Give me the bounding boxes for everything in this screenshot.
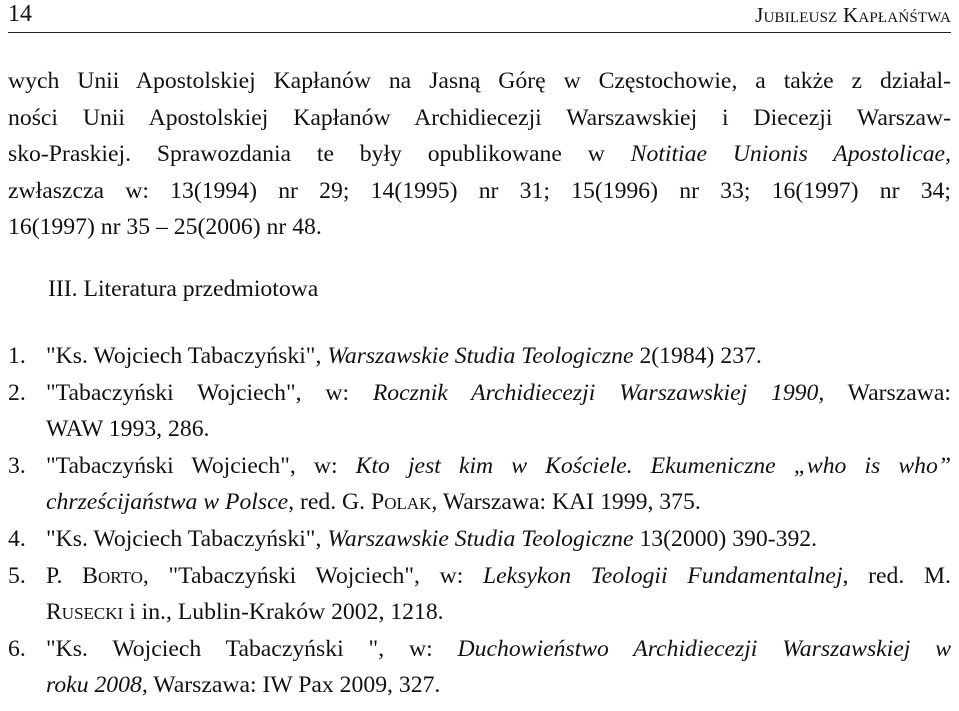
author-name: Borto bbox=[82, 562, 143, 589]
entry-italic: Warszawskie Studia Teologiczne bbox=[327, 343, 634, 369]
paragraph-line-2: ności Unii Apostolskiej Kapłanów Archidiecezji Warszawskiej i Diecezji Warszaw- bbox=[8, 104, 951, 131]
section-heading: III. Literatura przedmiotowa bbox=[48, 276, 319, 302]
entry-text: "Ks. Wojciech Tabaczyński ", w: bbox=[46, 635, 458, 662]
paragraph-line-4: zwłaszcza w: 13(1994) nr 29; 14(1995) nr 31; 15(1996) nr 33; 16(1997) nr 34; bbox=[8, 177, 951, 204]
entry-number: 6. bbox=[8, 635, 26, 662]
header-rule bbox=[8, 32, 951, 33]
entry-text: Warszawa: IW Pax 2009, 327. bbox=[147, 672, 441, 699]
bibliography-list bbox=[8, 338, 951, 704]
running-head: Jubileusz Kapłańśtwa bbox=[755, 3, 951, 27]
entry-text: , "Tabaczyński Wojciech", w: bbox=[142, 562, 483, 589]
page-header bbox=[8, 0, 951, 34]
author-name: Rusecki bbox=[46, 599, 124, 626]
entry-number: 3. bbox=[8, 452, 26, 479]
entry-italic: Duchowieństwo Archidiecezji Warszawskiej w bbox=[457, 635, 952, 662]
entry-italic: Rocznik Archidiecezji Warszawskiej 1990, bbox=[372, 379, 825, 406]
entry-number: 5. bbox=[8, 562, 26, 589]
entry-text: P. bbox=[46, 562, 83, 589]
entry-number: 1. bbox=[8, 343, 26, 369]
paragraph-line-1: wych Unii Apostolskiej Kapłanów na Jasną Górę w Częstochowie, a także z działal- bbox=[8, 68, 951, 94]
body-paragraph bbox=[8, 63, 951, 246]
bibliography-entry bbox=[8, 448, 951, 521]
entry-italic: Kto jest kim w Kościele. Ekumeniczne „who is who” bbox=[355, 452, 952, 479]
entry-text: , red. G. bbox=[288, 489, 372, 516]
journal-title: Notitiae Unionis Apostolicae, bbox=[630, 141, 951, 168]
paragraph-text: sko-Praskiej. Sprawozdania te były opublikowane w bbox=[8, 141, 631, 168]
bibliography-entry bbox=[8, 631, 951, 704]
entry-text: "Tabaczyński Wojciech", w: bbox=[46, 379, 373, 406]
bibliography-entry bbox=[8, 521, 951, 558]
bibliography-entry bbox=[8, 375, 951, 448]
entry-number: 4. bbox=[8, 525, 26, 552]
entry-italic: roku 2008, bbox=[46, 672, 148, 699]
paragraph-line-3 bbox=[8, 136, 951, 173]
entry-italic: Warszawskie Studia Teologiczne bbox=[327, 525, 634, 552]
entry-text: 13(2000) 390-392. bbox=[633, 525, 818, 552]
entry-text: , red. M. bbox=[842, 562, 951, 589]
paragraph-line-5: 16(1997) nr 35 – 25(2006) nr 48. bbox=[8, 214, 322, 241]
author-name: Polak bbox=[371, 489, 432, 516]
entry-text: , Warszawa: KAI 1999, 375. bbox=[431, 489, 701, 516]
entry-italic: Leksykon Teologii Fundamentalnej bbox=[482, 562, 843, 589]
entry-number: 2. bbox=[8, 379, 26, 406]
bibliography-entry bbox=[8, 338, 951, 375]
bibliography-entry bbox=[8, 558, 951, 631]
page-number: 14 bbox=[8, 1, 32, 27]
entry-text: Warszawa: bbox=[824, 379, 951, 406]
entry-text: 2(1984) 237. bbox=[633, 343, 762, 369]
entry-text: "Ks. Wojciech Tabaczyński", bbox=[46, 525, 328, 552]
entry-text: i in., Lublin-Kraków 2002, 1218. bbox=[123, 599, 444, 626]
entry-italic: chrześcijaństwa w Polsce bbox=[46, 489, 289, 516]
entry-text: "Tabaczyński Wojciech", w: bbox=[46, 452, 356, 479]
entry-text: "Ks. Wojciech Tabaczyński", bbox=[46, 343, 328, 369]
entry-text: WAW 1993, 286. bbox=[46, 416, 210, 443]
